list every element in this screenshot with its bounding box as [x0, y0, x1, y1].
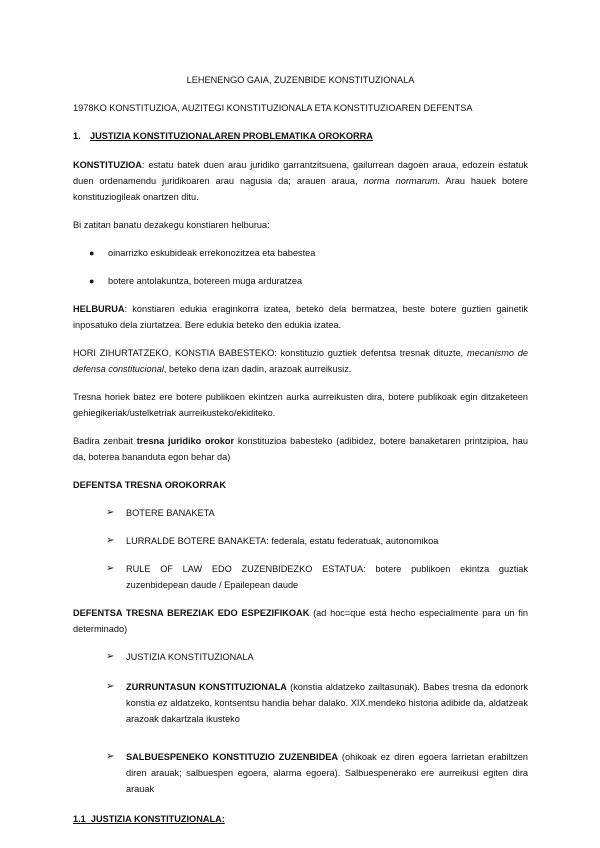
- hori-text-2: , beteko dena izan dadin, arazoak aurreikusiz.: [163, 364, 352, 374]
- arrow-bullet-icon: ➢: [106, 535, 115, 546]
- konstituzioa-text-2: . Arau hauek botere konstituziogileak onartzen ditu.: [73, 176, 528, 202]
- section-1-1-number: 1.1: [73, 814, 86, 824]
- list-item: [73, 561, 528, 593]
- defentsa-orokor-list: [73, 505, 528, 593]
- defentsa-orokor-heading: DEFENTSA TRESNA OROKORRAK: [73, 480, 226, 490]
- list-item-text: JUSTIZIA KONSTITUZIONALA: [126, 652, 254, 662]
- arrow-bullet-icon: ➢: [106, 681, 115, 692]
- document-content: [73, 72, 528, 827]
- section-1-title: JUSTIZIA KONSTITUZIONALAREN PROBLEMATIKA OROKORRA: [90, 131, 373, 141]
- list-item: [73, 533, 528, 549]
- section-1-number: 1.: [73, 131, 81, 141]
- bullet-icon: ●: [89, 248, 95, 258]
- arrow-bullet-icon: ➢: [106, 563, 115, 574]
- konstituzioa-paragraph: [73, 157, 528, 205]
- arrow-bullet-icon: ➢: [106, 507, 115, 518]
- list-item-text: BOTERE BANAKETA: [126, 508, 215, 518]
- defentsa-berezi-heading-rest: (ad hoc=que está hecho especialmente para un fin determinado): [73, 608, 528, 634]
- konstituzioa-italic: norma normarum: [363, 176, 438, 186]
- badira-text-1: Badira zenbait: [73, 436, 137, 446]
- list-item-text: oinarrizko eskubideak errekonozitzea eta babestea: [108, 248, 316, 258]
- arrow-bullet-icon: ➢: [106, 751, 115, 762]
- helburu-list: [73, 245, 528, 289]
- konstituzioa-term: KONSTITUZIOA: [73, 160, 142, 170]
- hori-text-1: HORI ZIHURTATZEKO, KONSTIA BABESTEKO: konstituzio guztiek defentsa tresnak dituzte,: [73, 348, 468, 358]
- section-1-heading: [73, 128, 528, 144]
- helburua-term: HELBURUA: [73, 304, 125, 314]
- helburua-text: : konstiaren edukia eraginkorra izatea, beteko dela bermatzea, beste botere guztien gainetik inposatuko dela ziurtatzea. Bere edukia beteko den edukia izatea.: [73, 304, 528, 330]
- list-item-text: LURRALDE BOTERE BANAKETA: federala, estatu federatuak, autonomikoa: [126, 536, 439, 546]
- list-item: [73, 679, 528, 727]
- badira-bold: tresna juridiko orokor: [136, 436, 235, 446]
- tresna-paragraph: Tresna horiek batez ere botere publikoen ekintzen aurka aurreikusten dira, botere publikoak egin ditzaketeen gehiegikeriak/ustelketriak aurreikusteko/ekiditeko.: [73, 392, 528, 418]
- badira-text-2: konstituzioa babesteko (adibidez, botere banaketaren printzipioa, hau da, boterea bananduta egon behar da): [73, 436, 529, 462]
- list-item-bold: SALBUESPENEKO KONSTITUZIO ZUZENBIDEA: [126, 752, 339, 762]
- list-item-text: (konstia aldatzeko zailtasunak). Babes tresna da edonork konstia ez aldatzeko, kontsentsu handia behar dalako. XIX.mendeko historia adibide da, aldatzeak arazoak dakartzala ikusteko: [126, 682, 529, 724]
- list-item: [73, 505, 528, 521]
- hori-italic: mecanismo de defensa constitucional: [73, 348, 528, 374]
- list-item: [73, 245, 528, 261]
- document-title: LEHENENGO GAIA, ZUZENBIDE KONSTITUZIONALA: [186, 75, 415, 85]
- list-item: [73, 273, 528, 289]
- arrow-bullet-icon: ➢: [106, 651, 115, 662]
- list-item-text: RULE OF LAW EDO ZUZENBIDEZKO ESTATUA: botere publikoen ekintza guztiak zuzenbidepean daude / Epailepean daude: [126, 564, 528, 590]
- badira-paragraph: [73, 433, 528, 465]
- hori-paragraph: [73, 345, 528, 377]
- konstituzioa-text-1: : estatu batek duen arau juridiko garrantzitsuena, gailurrean dagoen araua, edozein estatuk duen ordenamendu juridikoaren arau nagusia da; arauen araua,: [73, 160, 528, 186]
- list-item: [73, 649, 528, 665]
- list-item-bold: ZURRUNTASUN KONSTITUZIONALA: [126, 682, 287, 692]
- defentsa-berezi-list: [73, 649, 528, 797]
- helburua-paragraph: [73, 301, 528, 333]
- section-1-1-title: JUSTIZIA KONSTITUZIONALA:: [90, 814, 225, 824]
- document-subtitle: 1978KO KONSTITUZIOA, AUZITEGI KONSTITUZIONALA ETA KONSTITUZIOAREN DEFENTSA: [73, 103, 473, 113]
- list-item: [73, 749, 528, 797]
- section-1-1-heading: [73, 811, 528, 827]
- bullet-icon: ●: [89, 276, 95, 286]
- defentsa-berezi-heading-bold: DEFENTSA TRESNA BEREZIAK EDO ESPEZIFIKOAK: [73, 608, 310, 618]
- list-item-text: (ohikoak ez diren egoera larrietan erabiltzen diren arauak; salbuespen egoera, alarma egoera). Salbuespenerako ere aurreikusi egiten dira arauak: [126, 752, 529, 794]
- bi-zatitan-paragraph: Bi zatitan banatu dezakegu konstiaren helburua:: [73, 220, 270, 230]
- list-item-text: botere antolakuntza, botereen muga arduratzea: [108, 276, 303, 286]
- defentsa-berezi-heading: [73, 605, 528, 637]
